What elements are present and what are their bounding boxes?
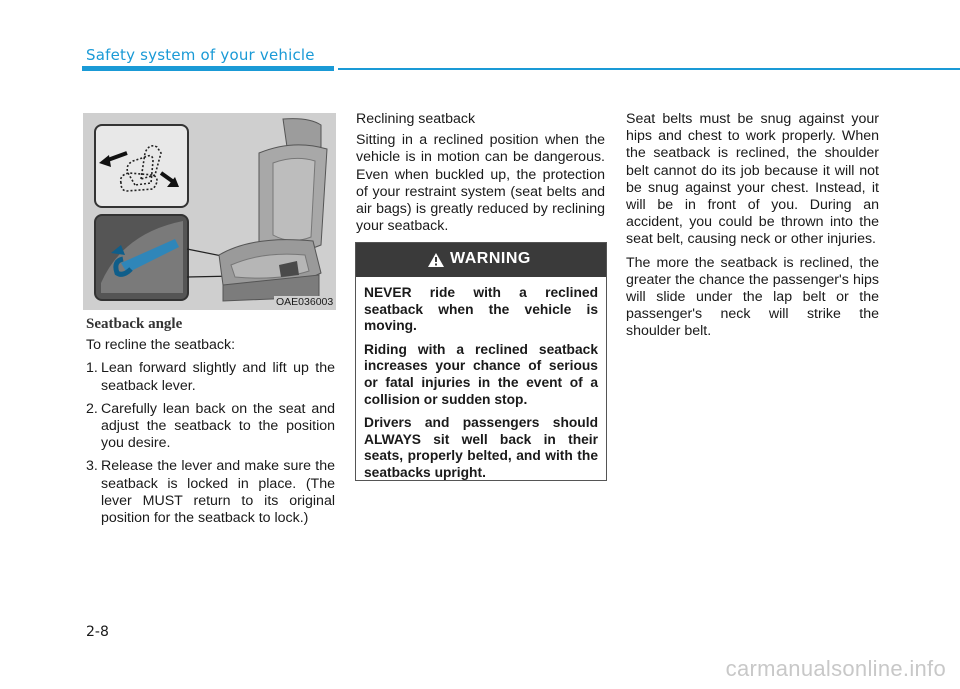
warning-paragraph: NEVER ride with a reclined seatback when the vehicle is moving.: [364, 285, 598, 334]
reclining-seatback-text: Sitting in a reclined position when the vehicle is in motion can be dangerous. Even when buckled up, the protection of your restraint system (seat belts and air bags) is greatly reduced by reclining your seatback.: [356, 132, 605, 235]
seat-drawing: [83, 113, 336, 310]
seat-belt-paragraph: Seat belts must be snug against your hips and chest to work properly. When the seatback is reclined, the shoulder belt cannot do its job because it will not be snug against your chest. Instead, it will be in front of you. During an accident, you could be thrown into the seat belt, causing neck or other injuries.: [626, 111, 879, 248]
page-number: 2-8: [86, 624, 109, 640]
header-rule-thick: [82, 66, 334, 71]
warning-header: [356, 243, 606, 277]
recline-intro: To recline the seatback:: [86, 337, 236, 354]
header-rule-thin: [338, 68, 960, 70]
warning-paragraph: Riding with a reclined seatback increases your chance of serious or fatal injuries in the event of a collision or sudden stop.: [364, 341, 598, 407]
column-2: [356, 111, 605, 241]
watermark: carmanualsonline.info: [725, 656, 946, 681]
list-item: 2. Carefully lean back on the seat and adjust the seatback to the position you desire.: [86, 400, 335, 452]
page-header: [0, 0, 960, 80]
list-item: 1. Lean forward slightly and lift up the seatback lever.: [86, 360, 335, 394]
warning-box: [355, 242, 607, 481]
column-3: [626, 111, 879, 347]
seatback-angle-heading: Seatback angle: [86, 316, 183, 332]
figure-code: OAE036003: [276, 296, 334, 308]
reclining-seatback-heading: Reclining seatback: [356, 111, 476, 127]
seat-icon: [219, 119, 327, 301]
warning-body: [356, 277, 606, 482]
section-title: Safety system of your vehicle: [86, 46, 315, 64]
list-item: 3. Release the lever and make sure the seatback is locked in place. (The lever MUST return to its original position for the seatback to lock.): [86, 458, 335, 527]
seat-belt-paragraph: The more the seatback is reclined, the greater the chance the passenger's hips will slide under the lap belt or the passenger's neck will strike the shoulder belt.: [626, 254, 879, 340]
seat-illustration: [83, 113, 336, 310]
warning-triangle-icon: [428, 253, 444, 267]
warning-paragraph: Drivers and passengers should ALWAYS sit well back in their seats, properly belted, and with the seatbacks upright.: [364, 415, 598, 480]
column-1: [86, 316, 335, 533]
warning-title: WARNING: [450, 250, 531, 267]
recline-steps: [86, 360, 335, 527]
